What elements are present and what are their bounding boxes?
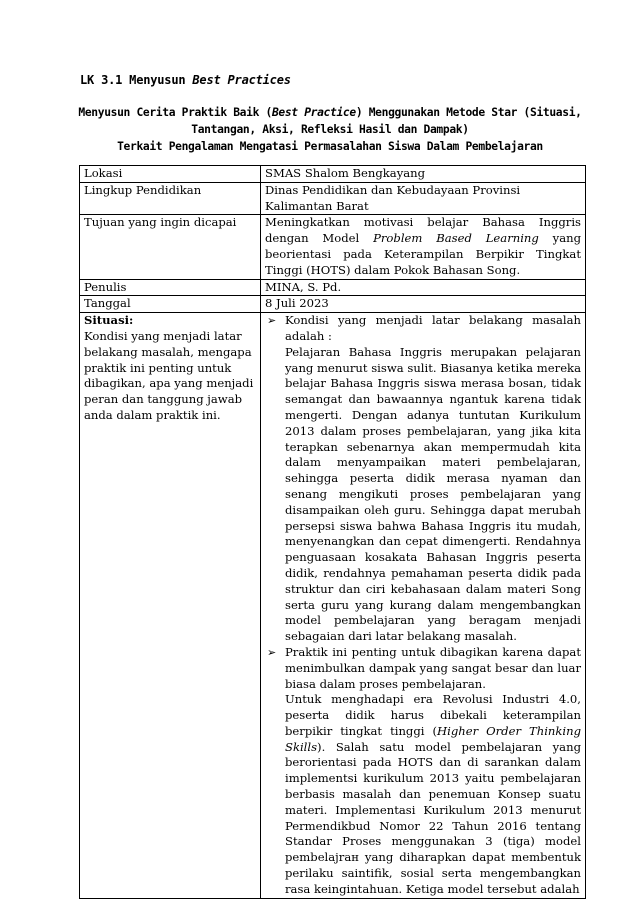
tanggal-label: Tanggal [80, 296, 261, 313]
penulis-value: MINA, S. Pd. [261, 279, 586, 296]
table-row-situasi [80, 313, 586, 898]
situasi-title: Situasi: [84, 313, 134, 328]
bullet-2-text: Untuk menghadapi era Revolusi Industri 4.0, peserta didik harus dibekali keterampilan berpikir tingkat tinggi (Higher Order Thinking Skills). Salah satu model pembelajaran yang berorientasi pada HOTS dan di sarankan dalam implementsi kurikulum 2013 yaitu pembelajaran berbasis masalah dan penemuan Konsep suatu materi. Implementasi Kurikulum 2013 menurut Permendikbud Nomor 22 Tahun 2016 tentang Standar Proses menggunakan 3 (tiga) model pembelajrан yang diharapkan dapat membentuk perilaku saintifik, sosial serta mengembangkan rasa keingintahuan. Ketiga model tersebut adalah [285, 692, 582, 896]
situasi-bullet-1 [265, 313, 581, 645]
arrow-bullet-icon: ➢ [267, 645, 277, 659]
worksheet-label [80, 73, 291, 87]
tujuan-label: Tujuan yang ingin dicapai [80, 215, 261, 279]
bullet-2-title: Praktik ini penting untuk dibagikan karena dapat menimbulkan dampak yang sangat besar dan luar biasa dalam proses pembelajaran. [285, 644, 581, 691]
worksheet-label-text: LK 3.1 Menyusun [80, 73, 186, 87]
worksheet-label-italic: Best Practices [192, 73, 291, 87]
situasi-label-cell [80, 313, 261, 898]
table-row-tujuan [80, 215, 586, 279]
table-row-lokasi [80, 166, 586, 183]
situasi-prompt: Kondisi yang menjadi latar belakang masalah, mengapa praktik ini penting untuk dibagikan, apa yang menjadi peran dan tanggung jawab anda dalam praktik ini. [84, 328, 254, 422]
tanggal-value: 8 Juli 2023 [261, 296, 586, 313]
lingkup-label: Lingkup Pendidikan [80, 182, 261, 215]
document-heading [70, 104, 590, 155]
table-row-lingkup [80, 182, 586, 215]
bullet-1-text: Pelajaran Bahasa Inggris merupakan pelajaran yang menurut siswa sulit. Biasanya ketika mereka belajar Bahasa Inggris siswa merasa bosan, tidak semangat dan bawaannya ngantuk karena tidak mengerti. Dengan adanya tuntutan Kurikulum 2013 dalam proses pembelajaran, yang jika kita terapkan sebenarnya akan mempermudah kita dalam menyampaikan materi pembelajaran, sehingga peserta didik merasa nyaman dan senang mengikuti proses pembelajaran yang disampaikan oleh guru. Sehingga dapat merubah persepsi siswa bahwa Bahasa Inggris itu mudah, menyenangkan dan cepat dimengerti. Rendahnya penguasaan kosakata Bahasan Inggris peserta didik, rendahnya pemahaman peserta didik pada struktur dan ciri kebahasaan dalam materi Song serta guru yang kurang dalam mengembangkan model pembelajaran yang beragam menjadi sebagaian dari latar belakang masalah. [285, 344, 581, 644]
lingkup-value: Dinas Pendidikan dan Kebudayaan Provinsi Kalimantan Barat [261, 182, 586, 215]
table-row-penulis [80, 279, 586, 296]
heading-line-1: Menyusun Cerita Praktik Baik (Best Practice) Menggunakan Metode Star (Situasi, [78, 106, 582, 119]
table-row-tanggal [80, 296, 586, 313]
penulis-label: Penulis [80, 279, 261, 296]
lokasi-value: SMAS Shalom Bengkayang [261, 166, 586, 183]
tujuan-value: Meningkatkan motivasi belajar Bahasa Inggris dengan Model Problem Based Learning yang beorientasi pada Keterampilan Berpikir Tingkat Tinggi (HOTS) dalam Pokok Bahasan Song. [261, 215, 586, 279]
heading-line-2: Tantangan, Aksi, Refleksi Hasil dan Dampak) [191, 123, 469, 136]
best-practice-table [79, 165, 586, 899]
heading-line-3: Terkait Pengalaman Mengatasi Permasalahan Siswa Dalam Pembelajaran [117, 140, 543, 153]
situasi-content-cell [261, 313, 586, 898]
situasi-bullet-2 [265, 645, 581, 898]
lokasi-label: Lokasi [80, 166, 261, 183]
arrow-bullet-icon: ➢ [267, 314, 277, 328]
bullet-1-title: Kondisi yang menjadi latar belakang masalah adalah : [285, 313, 581, 343]
